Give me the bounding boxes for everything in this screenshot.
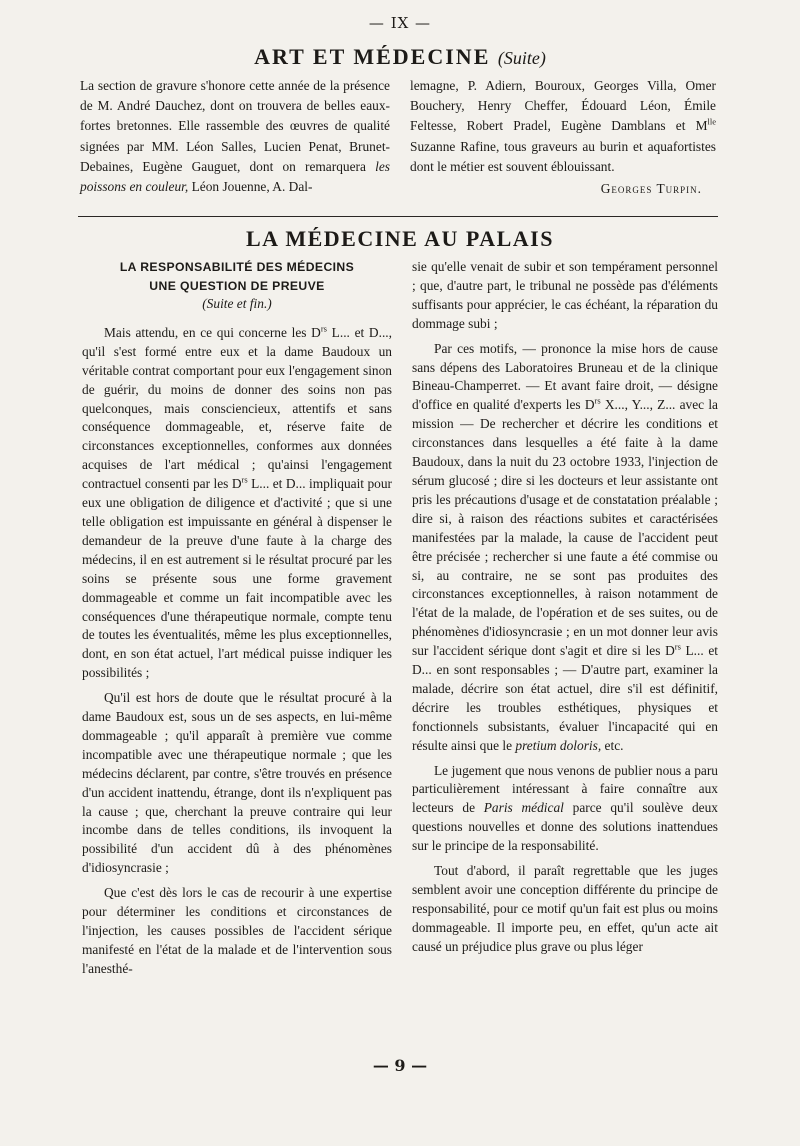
art-column-left <box>80 76 390 197</box>
subhead-line-2: UNE QUESTION DE PREUVE <box>149 278 325 293</box>
text-run: L... et D..., qu'il s'est formé entre eux et la dame Baudoux un véritable contrat comportant pour eux l'engagement sinon de guérir, du moins de donner des soins non pas quelconques, mais consciencieux, attentifs et sans conséquence dommageable, et, réserve faite de circonstances exceptionnelles, conformes aux données acquises de l'art médical ; qu'ainsi l'engagement contractuel consenti par les D <box>82 324 392 492</box>
article-title <box>0 44 800 70</box>
text-run: L... et D... en sont responsables ; — D'autre part, examiner la malade, décrire son état actuel, dire s'il est définitif, décrire les troubles esthétiques, physiques et fonctionnels subsistants, évaluer l'incapacité qui en résulte ainsi que le <box>412 643 718 753</box>
subhead-line-1: LA RESPONSABILITÉ DES MÉDECINS <box>119 260 355 274</box>
art-left-italic: les poissons en couleur, <box>80 158 390 195</box>
text-run: Par ces motifs, — prononce la mise hors de cause sans dépens des Laboratoires Bruneau et de la clinique Bineau-Champerret. — Et avant faire droit, — désigne d'office en qualité d'experts les D <box>412 340 718 413</box>
medecine-column-right <box>412 258 718 957</box>
art-right-pre: lemagne, P. Adiern, Bouroux, Georges Villa, Omer Bouchery, Henry Cheffer, Édouard Léon, Émile Feltesse, Robert Pradel, Eugène Damblans et M <box>410 78 716 134</box>
italic-run: pretium doloris, <box>515 737 602 753</box>
superscript: rs <box>594 395 601 406</box>
medecine-column-left <box>82 258 392 979</box>
page-number: — 9 — <box>372 1056 428 1075</box>
art-left-tail: Léon Jouenne, A. Dal- <box>191 179 313 195</box>
superscript: rs <box>320 323 327 334</box>
article-title-text: ART ET MÉDECINE <box>254 44 491 69</box>
text-run: Mais attendu, en ce qui concerne les D <box>104 324 321 340</box>
paragraph <box>412 762 718 857</box>
text-run: L... et D... impliquait pour eux une obligation de diligence et d'activité ; que si une telle obligation est impuissante en général à dispenser le demandeur de la preuve d'une faute à la charge des médecins, il en est autrement si le résultat procuré par les soins se présente sous une forme gravement dommageable et comme un fait incompatible avec les conséquences d'une thérapeutique normale, compte tenu de toutes les éventualités, même les plus exceptionnelles, dont, en son état actuel, l'art médical puisse indiquer les possibilités ; <box>82 476 393 681</box>
paragraph: Tout d'abord, il paraît regrettable que les juges semblent avoir une conception différente du principe de responsabilité, pour ce motif qu'un fait est plus ou moins dommageable. Il importe peu, en effet, qu'un acte ait causé un préjudice plus grave ou plus léger <box>412 863 718 954</box>
superscript: rs <box>241 474 248 485</box>
subhead-italic: (Suite et fin.) <box>202 296 272 311</box>
art-right-post: Suzanne Rafine, tous graveurs au burin et aquafortistes dont le métier est souvent éblouissant. <box>410 138 716 174</box>
paragraph: sie qu'elle venait de subir et son tempérament personnel ; que, d'autre part, le tribunal ne possède pas d'éléments suffisants pour apprécier, le cas échéant, la réparation du dommage subi ; <box>412 259 718 331</box>
art-right-paragraph <box>410 76 716 177</box>
section-divider <box>78 216 718 217</box>
text-run: X..., Y..., Z... avec la mission — De rechercher et décrire les conditions et circonstances dans lesquelles a été faite à la dame Baudoux, dans la nuit du 23 octobre 1933, l'injection de sérum glucosé ; dire si les docteurs et leur assistante ont pris les précautions d'usage et de constatation préalable ; dire si, à raison des réactions subites et caractérisées manifestées par la malade, la cause de l'accident peut être précisée ; rechercher si une faute a été commise ou si, au contraire, ne se sont pas produites des circonstances exceptionnelles, à raison notamment de l'état de la malade, de l'opération et de ses suites, ou de phénomènes d'idiosyncrasie ; en un mot donner leur avis sur l'accident sérique dont s'agit et dire si les D <box>412 397 718 659</box>
text-run: Le jugement que nous venons de publier nous a paru particulièrement intéressant à faire connaître aux lecteurs de <box>412 762 718 816</box>
paragraph <box>82 324 392 683</box>
article-title-suffix: (Suite) <box>497 48 546 68</box>
superscript: rs <box>674 641 681 652</box>
page-number-roman: — IX — <box>368 14 432 32</box>
paragraph <box>412 340 718 756</box>
section-title: LA MÉDECINE AU PALAIS <box>246 226 554 251</box>
signature: Georges Turpin. <box>600 181 702 197</box>
art-column-right <box>410 76 716 199</box>
text-run: etc. <box>601 737 624 753</box>
italic-run: Paris médical <box>483 800 564 816</box>
paragraph: Qu'il est hors de doute que le résultat procuré à la dame Baudoux est, sous un de ses aspects, en lui-même dommageable ; qu'il apparaît à première vue comme incompatible avec une thérapeutique normale ; que les médecins déclarent, par contre, s'être trouvés en présence d'un accident inattendu, étrange, dont ils n'expliquent pas la cause ; que, cherchant la preuve contraire qui leur incombe dans de telles conditions, ils invoquent la possibilité d'un accident dû à des phénomènes d'idiosyncrasie ; <box>82 690 392 876</box>
text-run: parce qu'il soulève deux questions nouvelles et donne des solutions inattendues sur le principe de la responsabilité. <box>412 800 718 854</box>
paragraph: Que c'est dès lors le cas de recourir à une expertise pour déterminer les conditions et circonstances de l'injection, les causes possibles de l'accident sérique manifesté en l'état de la malade et de l'intervention sous l'anesthé- <box>82 885 392 976</box>
art-left-text: La section de gravure s'honore cette année de la présence de M. André Dauchez, dont on trouvera de belles eaux-fortes bretonnes. Elle rassemble des œuvres de qualité signées par MM. Léon Salles, Lucien Penat, Brunet-Debaines, Eugène Gauguet, dont on remarquera <box>80 78 390 174</box>
art-right-sup: lle <box>707 116 716 127</box>
